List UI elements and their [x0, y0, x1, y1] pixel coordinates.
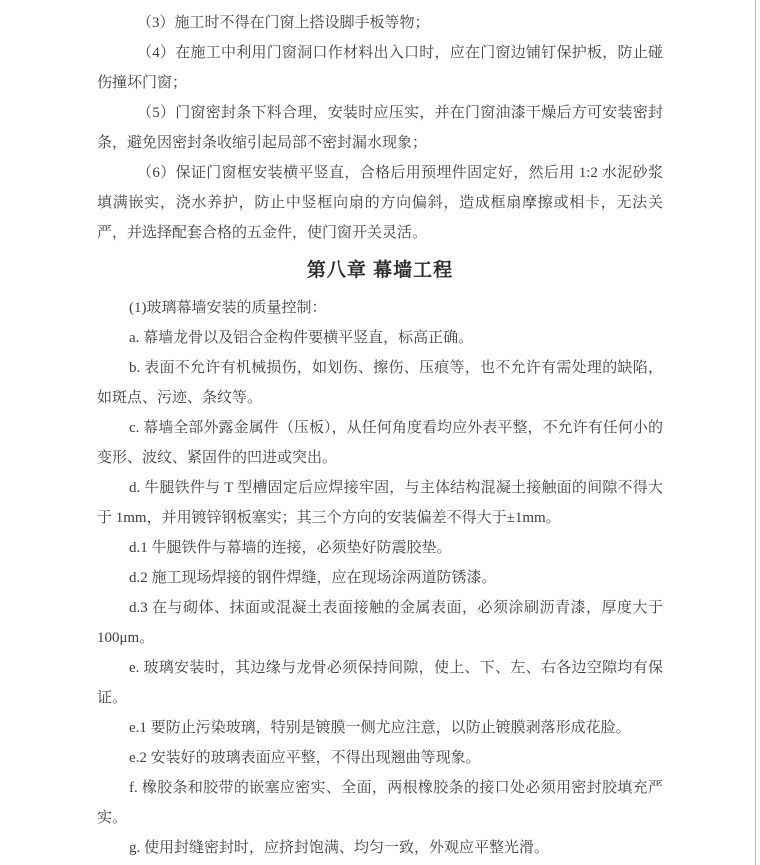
paragraph-item-5: （5）门窗密封条下料合理，安装时应压实，并在门窗油漆干燥后方可安装密封条，避免因密封条收缩引起局部不密封漏水现象； [97, 105, 663, 151]
paragraph-item-d3: d.3 在与砌体、抹面或混凝土表面接触的金属表面，必须涂刷沥青漆，厚度大于 100μm。 [97, 600, 663, 646]
paragraph-item-4: （4）在施工中利用门窗洞口作材料出入口时，应在门窗边铺钉保护板，防止碰伤撞坏门窗； [97, 45, 663, 91]
chapter-heading: 第八章 幕墙工程 [306, 260, 454, 281]
paragraph-item-d: d. 牛腿铁件与 T 型槽固定后应焊接牢固，与主体结构混凝土接触面的间隙不得大于 1mm，并用镀锌钢板塞实；其三个方向的安装偏差不得大于±1mm。 [97, 480, 663, 526]
paragraph-item-e2: e.2 安装好的玻璃表面应平整，不得出现翘曲等现象。 [129, 750, 481, 766]
paragraph-item-d1: d.1 牛腿铁件与幕墙的连接，必须垫好防震胶垫。 [129, 540, 452, 556]
page-edge-line [755, 0, 756, 865]
paragraph-item-6: （6）保证门窗框安装横平竖直，合格后用预埋件固定好，然后用 1:2 水泥砂浆填满嵌实，浇水养护，防止中竖框向扇的方向偏斜，造成框扇摩擦或相卡，无法关严，并选择配套合格的五金件，使门窗开关灵活。 [97, 165, 663, 241]
paragraph-item-e: e. 玻璃安装时，其边缘与龙骨必须保持间隙，使上、下、左、右各边空隙均有保证。 [97, 660, 663, 706]
paragraph-item-f: f. 橡胶条和胶带的嵌塞应密实、全面，两根橡胶条的接口处必须用密封胶填充严实。 [97, 780, 663, 826]
paragraph-item-a: a. 幕墙龙骨以及铝合金构件要横平竖直，标高正确。 [129, 330, 474, 346]
paragraph-item-g: g. 使用封缝密封时，应挤封饱满、均匀一致，外观应平整光滑。 [129, 840, 550, 856]
paragraph-item-d2: d.2 施工现场焊接的钢件焊缝，应在现场涂两道防锈漆。 [129, 570, 497, 586]
paragraph-item-c: c. 幕墙全部外露金属件（压板），从任何角度看均应外表平整，不允许有任何小的变形、波纹、紧固件的凹进或突出。 [97, 420, 663, 466]
paragraph-item-1: (1)玻璃幕墙安装的质量控制： [129, 300, 327, 316]
paragraph-item-b: b. 表面不允许有机械损伤，如划伤、擦伤、压痕等，也不允许有需处理的缺陷，如斑点、污迹、条纹等。 [97, 360, 663, 406]
paragraph-item-3: （3）施工时不得在门窗上搭设脚手板等物； [137, 15, 430, 31]
paragraph-item-e1: e.1 要防止污染玻璃，特别是镀膜一侧尤应注意，以防止镀膜剥落形成花脸。 [129, 720, 631, 736]
